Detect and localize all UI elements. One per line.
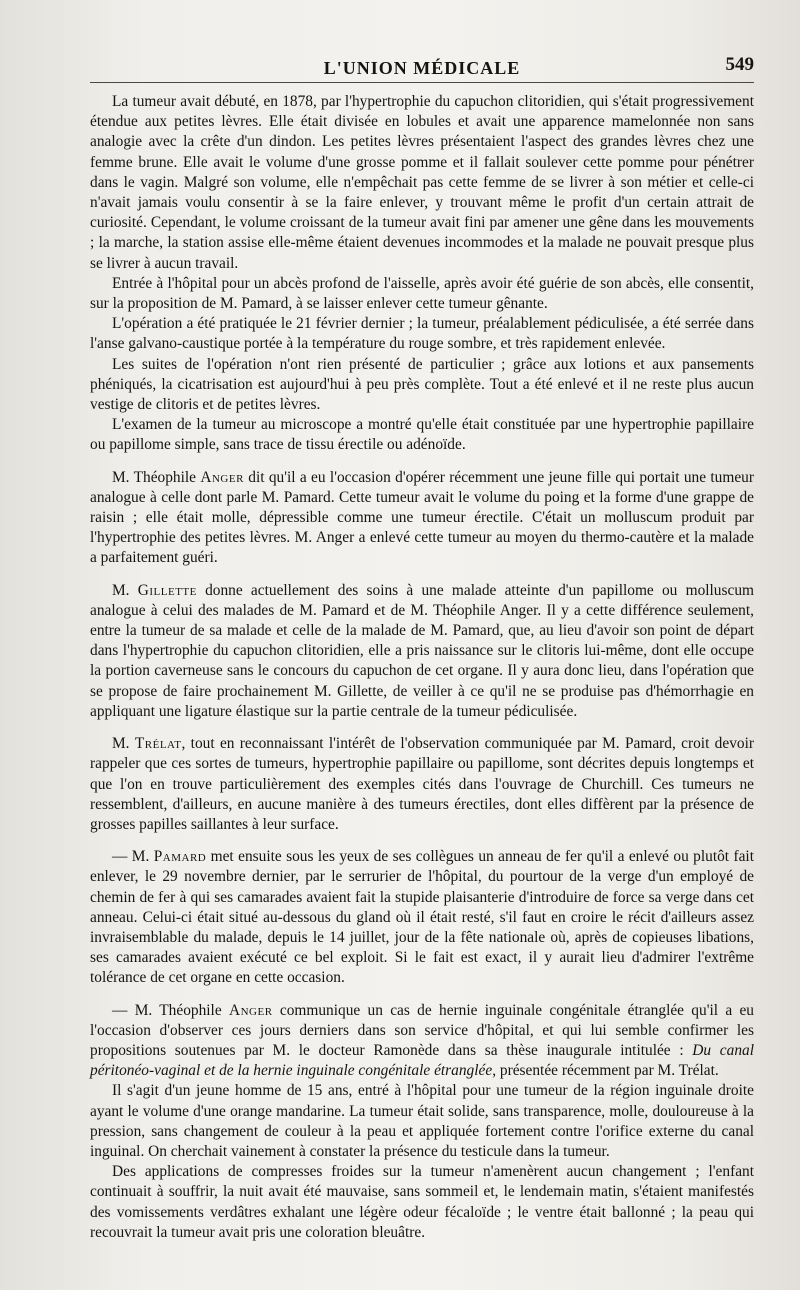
paragraph-tumor-history: La tumeur avait débuté, en 1878, par l'hypertrophie du capuchon clitoridien, qui s'était progressivement étendue aux petites lèvres. Elle était divisée en lobules et avait une apparence mamelonnée non sans analogie avec la crête d'un dindon. Les petites lèvres présentaient l'aspect des grandes lèvres chez une femme brune. Elle avait le volume d'une grosse pomme et il fallait soulever cette pomme pour pénétrer dans le vagin. Malgré son volume, elle n'empêchait pas cette femme de se livrer à son métier et celle-ci n'avait jamais voulu consentir à se la faire enlever, y trouvant même le profit d'un certain attrait de curiosité. Cependant, le volume croissant de la tumeur avait fini par amener une gêne dans les mouvements ; la marche, la station assise elle-même étaient devenues incommodes et la malade ne pouvait presque plus se livrer à aucun travail.	[90, 93, 754, 272]
paragraph-anger-remark: M. Théophile Anger dit qu'il a eu l'occasion d'opérer récemment une jeune fille qui portait une tumeur analogue à celle dont parle M. Pamard. Cette tumeur avait le volume du poing et la forme d'une grappe de raisin ; elle était molle, dépressible comme une tumeur érectile. C'était un molluscum produit par l'hypertrophie des petites lèvres. M. Anger a enlevé cette tumeur au moyen du thermo-cautère et la malade a parfaitement guéri.	[90, 468, 754, 567]
paragraph-aftermath: Les suites de l'opération n'ont rien présenté de particulier ; grâce aux lotions et aux pansements phéniqués, la cicatrisation est aujourd'hui à peu près complète. Tout a été enlevé et il ne reste plus aucun vestige de clitoris et de petites lèvres.	[90, 355, 754, 414]
paragraph-pamard-ring: — M. Pamard met ensuite sous les yeux de ses collègues un anneau de fer qu'il a enlevé ou plutôt fait enlever, le 29 novembre dernier, par le serrurier de l'hôpital, du pourtour de la verge d'un employé de chemin de fer à qui ses camarades avaient fait la stupide plaisanterie d'introduire de force sa verge dans cet anneau. Celui-ci était situé au-dessous du gland où il était resté, s'il faut en croire le récit d'ailleurs assez invraisemblable du malade, depuis le 14 juillet, jour de la fête nationale où, après de copieuses libations, ses camarades avaient exécuté ce bel exploit. Si le fait est exact, il y aurait lieu d'admirer l'extrême tolérance de cet organe en cette occasion.	[90, 848, 754, 987]
speaker-name: Gillette	[137, 581, 197, 599]
speaker-name: Anger	[228, 1001, 273, 1019]
paragraph-microscope: L'examen de la tumeur au microscope a montré qu'elle était constituée par une hypertrophie papillaire ou papillome simple, sans trace de tissu érectile ou adénoïde.	[90, 416, 754, 454]
page-header	[90, 50, 754, 83]
page-number: 549	[725, 54, 754, 75]
paragraph-anger-hernia: — M. Théophile Anger communique un cas de hernie inguinale congénitale étranglée qu'il a eu l'occasion d'observer ces jours derniers dans son service d'hôpital, et qui lui semble confirmer les propositions soutenues par M. le docteur Ramonède dans sa thèse inaugurale intitulée : Du canal péritonéo-vaginal et de la hernie inguinale congénitale étranglée, présentée récemment par M. Trélat.	[90, 1001, 755, 1080]
speaker-name: Anger	[200, 468, 244, 486]
paragraph-case-description: Il s'agit d'un jeune homme de 15 ans, entré à l'hôpital pour une tumeur de la région inguinale droite ayant le volume d'une orange mandarine. La tumeur était solide, sans transparence, molle, douloureuse à la pression, sans changement de couleur à la peau et appliquée fortement contre l'orifice externe du canal inguinal. On cherchait vainement à constater la présence du testicule dans la tumeur.	[90, 1082, 754, 1160]
paragraph-admission: Entrée à l'hôpital pour un abcès profond de l'aisselle, après avoir été guérie de son abcès, elle consentit, sur la proposition de M. Pamard, à se laisser enlever cette tumeur gênante.	[90, 274, 754, 313]
paragraph-trelat-remark: M. Trélat, tout en reconnaissant l'intérêt de l'observation communiquée par M. Pamard, croit devoir rappeler que ces sortes de tumeurs, hypertrophie papillaire ou papillome, sont décrites depuis longtemps et que l'on en trouve particulièrement des exemples cités dans l'ouvrage de Churchill. Ces tumeurs ne ressemblent, d'ailleurs, en aucune manière à des tumeurs érectiles, dont elles diffèrent par la présence de grosses papilles saillantes à leur surface.	[90, 735, 755, 833]
paragraph-operation: L'opération a été pratiquée le 21 février dernier ; la tumeur, préalablement pédiculisée, a été serrée dans l'anse galvano-caustique portée à la température du rouge sombre, et très rapidement enlevée.	[90, 315, 754, 353]
thesis-title: Du canal péritonéo-vaginal et de la hernie inguinale congénitale étranglée	[90, 1041, 754, 1080]
paragraph-case-progress: Des applications de compresses froides sur la tumeur n'amenèrent aucun changement ; l'enfant continuait à souffrir, la nuit avait été mauvaise, sans sommeil et, le lendemain matin, s'étaient manifestés des vomissements verdâtres exhalant une légère odeur fécaloïde ; le ventre était ballonné ; la peau qui recouvrait la tumeur avait pris une coloration bleuâtre.	[90, 1163, 754, 1241]
speaker-name: Trélat	[134, 735, 182, 753]
speaker-name: Pamard	[153, 848, 207, 866]
paragraph-gillette-remark: M. Gillette donne actuellement des soins à une malade atteinte d'un papillome ou molluscum analogue à celui des malades de M. Pamard et de M. Théophile Anger. Il y a cette différence seulement, entre la tumeur de sa malade et celle de la malade de M. Pamard, que, au lieu d'avoir son point de départ dans l'hypertrophie du capuchon clitoridien, elle a pris naissance sur le clitoris lui-même, dont elle occupe la portion caverneuse sans le concours du capuchon de cet organe. Il y aura donc lieu, dans l'opération que se propose de faire prochainement M. Gillette, de veiller à ce qu'il ne se produise pas d'hémorrhagie en appliquant une ligature élastique sur la partie centrale de la tumeur pédiculisée.	[90, 581, 754, 720]
running-title: L'UNION MÉDICALE	[323, 58, 521, 78]
article-body	[90, 92, 754, 1243]
